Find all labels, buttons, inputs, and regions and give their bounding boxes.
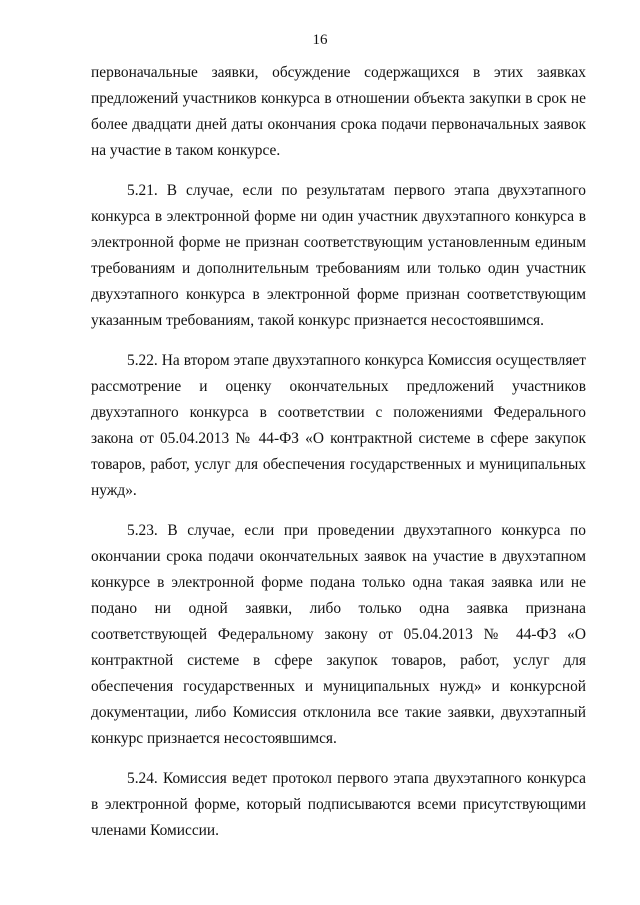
paragraph-5-21: 5.21. В случае, если по результатам первого этапа двухэтапного конкурса в электронной форме ни один участник двухэтапного конкурса в электронной форме не признан соответствующим установленным единым требованиям и дополнительным требованиям или только один участник двухэтапного конкурса в электронной форме признан соответствующим указанным требованиям, такой конкурс признается несостоявшимся.: [91, 182, 586, 329]
page-number: 16: [312, 32, 328, 48]
paragraph-continuation: первоначальные заявки, обсуждение содержащихся в этих заявках предложений участников конкурса в отношении объекта закупки в срок не более двадцати дней даты окончания срока подачи первоначальных заявок на участие в таком конкурсе.: [91, 64, 586, 159]
paragraph-5-24: 5.24. Комиссия ведет протокол первого этапа двухэтапного конкурса в электронной форме, который подписываются всеми присутствующими членами Комиссии.: [91, 770, 586, 839]
document-body: [91, 60, 586, 858]
paragraph-5-22: 5.22. На втором этапе двухэтапного конкурса Комиссия осуществляет рассмотрение и оценку окончательных предложений участников двухэтапного конкурса в соответствии с положениями Федерального закона от 05.04.2013 № 44-ФЗ «О контрактной системе в сфере закупок товаров, работ, услуг для обеспечения государственных и муниципальных нужд».: [91, 352, 586, 499]
paragraph-5-23: 5.23. В случае, если при проведении двухэтапного конкурса по окончании срока подачи окончательных заявок на участие в двухэтапном конкурсе в электронной форме подана только одна такая заявка или не подано ни одной заявки, либо только одна заявка признана соответствующей Федеральному закону от 05.04.2013 № 44-ФЗ «О контрактной системе в сфере закупок товаров, работ, услуг для обеспечения государственных и муниципальных нужд» и конкурсной документации, либо Комиссия отклонила все такие заявки, двухэтапный конкурс признается несостоявшимся.: [91, 522, 586, 747]
